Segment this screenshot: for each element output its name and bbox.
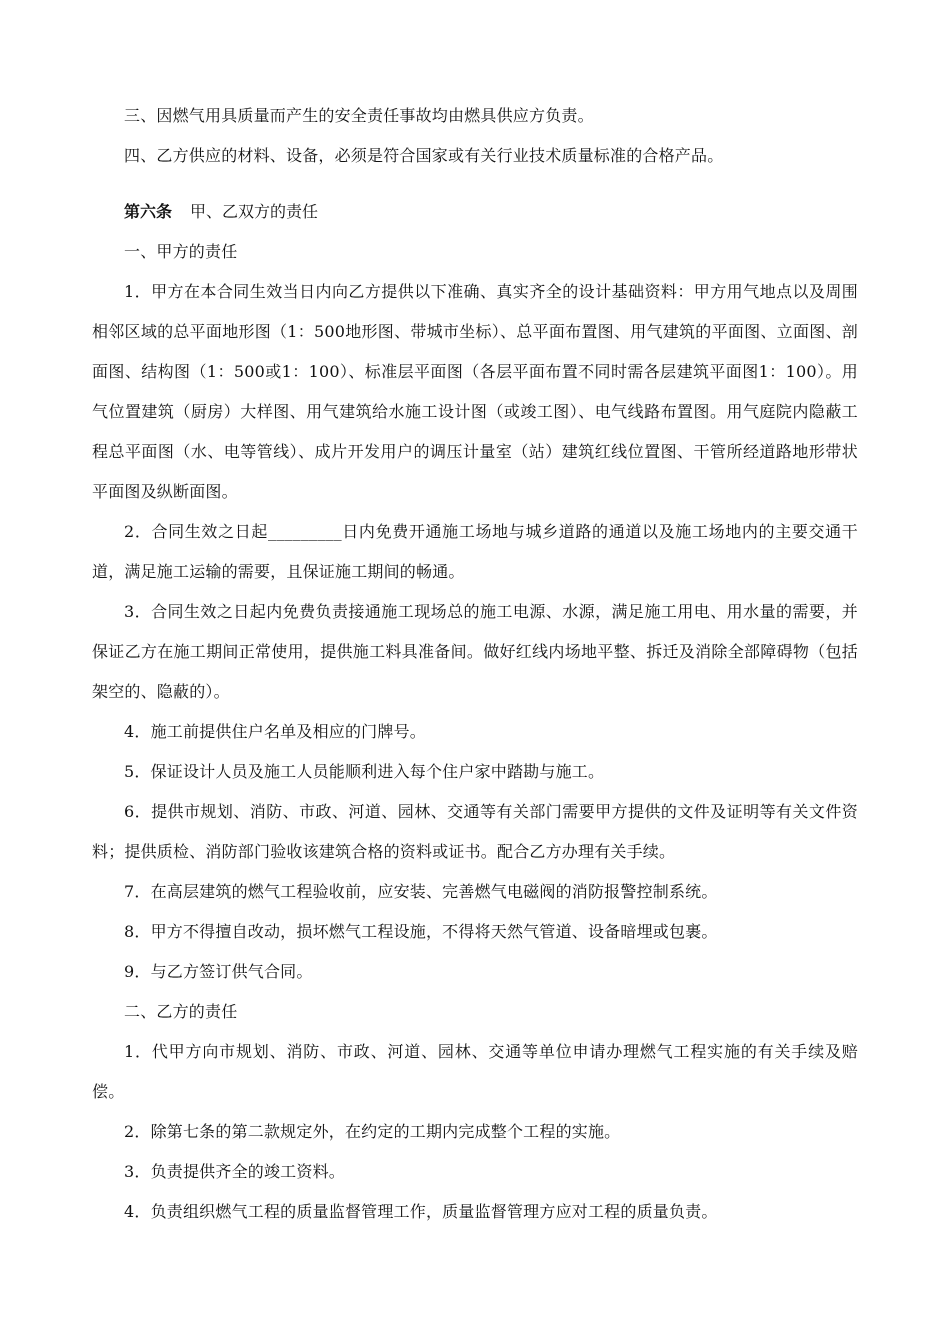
section-heading-party-a: 一、甲方的责任 [124, 242, 238, 261]
party-a-item-9: 9．与乙方签订供气合同。 [124, 962, 313, 981]
party-a-item-2: 2．合同生效之日起_________日内免费开通施工场地与城乡道路的通道以及施工场地内的主要交通干道，满足施工运输的需要，且保证施工期间的畅通。 [92, 522, 858, 581]
article-number: 第六条 [124, 202, 173, 221]
party-b-item-3: 3．负责提供齐全的竣工资料。 [124, 1162, 345, 1181]
party-a-item-4: 4．施工前提供住户名单及相应的门牌号。 [124, 722, 426, 741]
party-b-item-2: 2．除第七条的第二款规定外，在约定的工期内完成整个工程的实施。 [124, 1122, 621, 1141]
paragraph-item-4: 四、乙方供应的材料、设备，必须是符合国家或有关行业技术质量标准的合格产品。 [124, 146, 724, 165]
party-a-item-6: 6．提供市规划、消防、市政、河道、园林、交通等有关部门需要甲方提供的文件及证明等有关文件资料；提供质检、消防部门验收该建筑合格的资料或证书。配合乙方办理有关手续。 [92, 802, 858, 861]
party-a-item-7: 7．在高层建筑的燃气工程验收前，应安装、完善燃气电磁阀的消防报警控制系统。 [124, 882, 718, 901]
party-b-item-1: 1．代甲方向市规划、消防、市政、河道、园林、交通等单位申请办理燃气工程实施的有关手续及赔偿。 [92, 1042, 858, 1101]
article-heading [124, 200, 318, 224]
party-a-item-3: 3．合同生效之日起内免费负责接通施工现场总的施工电源、水源，满足施工用电、用水量的需要，并保证乙方在施工期间正常使用，提供施工料具准备间。做好红线内场地平整、拆迁及消除全部障碍物（包括架空的、隐蔽的）。 [92, 602, 858, 701]
party-b-item-4: 4．负责组织燃气工程的质量监督管理工作，质量监督管理方应对工程的质量负责。 [124, 1202, 718, 1221]
paragraph-item-3: 三、因燃气用具质量而产生的安全责任事故均由燃具供应方负责。 [124, 106, 594, 125]
section-heading-party-b: 二、乙方的责任 [124, 1002, 238, 1021]
party-a-item-5: 5．保证设计人员及施工人员能顺利进入每个住户家中踏勘与施工。 [124, 762, 605, 781]
article-title: 甲、乙双方的责任 [190, 202, 319, 221]
party-a-item-8: 8．甲方不得擅自改动，损坏燃气工程设施，不得将天然气管道、设备暗埋或包裹。 [124, 922, 718, 941]
party-a-item-1: 1．甲方在本合同生效当日内向乙方提供以下准确、真实齐全的设计基础资料：甲方用气地点以及周围相邻区域的总平面地形图（1：500地形图、带城市坐标）、总平面布置图、用气建筑的平面图、立面图、剖面图、结构图（1：500或1：100）、标准层平面图（各层平面布置不同时需各层建筑平面图1：100）。用气位置建筑（厨房）大样图、用气建筑给水施工设计图（或竣工图）、电气线路布置图。用气庭院内隐蔽工程总平面图（水、电等管线）、成片开发用户的调压计量室（站）建筑红线位置图、干管所经道路地形带状平面图及纵断面图。 [92, 282, 858, 501]
